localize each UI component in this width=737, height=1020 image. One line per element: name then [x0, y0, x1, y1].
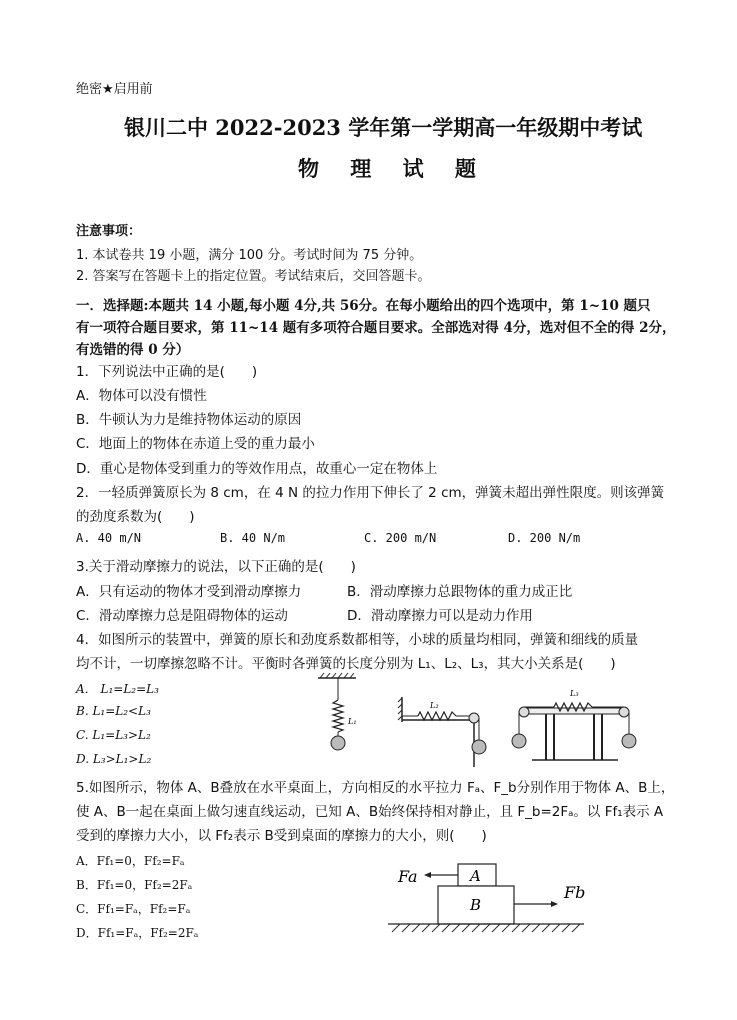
figure-1-hanging-spring [318, 673, 357, 750]
q3-stem: 3.关于滑动摩擦力的说法，以下正确的是( ) [76, 559, 356, 575]
q5-blocks-figure [388, 858, 598, 940]
section-heading-line-1: 一．选择题:本题共 14 小题,每小题 4分,共 56分。在每小题给出的四个选项中，第 1~10 题只 [76, 298, 651, 314]
q1-option-d: D．重心是物体受到重力的等效作用点，故重心一定在物体上 [76, 461, 438, 477]
q4-option-b: B. L₁=L₂<L₃ [76, 704, 151, 718]
q1-option-b: B．牛顿认为力是维持物体运动的原因 [76, 412, 302, 428]
label-fa: Fa [398, 867, 418, 886]
q4-option-d: D. L₃>L₁>L₂ [76, 752, 152, 766]
q2-option-a: A. 40 m/N [76, 531, 142, 545]
label-l3: L₃ [570, 689, 579, 698]
figure-3-double-pulley [512, 689, 636, 760]
secret-label: 绝密★启用前 [76, 82, 153, 97]
q3-option-c: C．滑动摩擦力总是阻碍物体的运动 [76, 608, 288, 624]
label-l2: L₂ [430, 701, 439, 710]
q4-stem-line-1: 4．如图所示的装置中，弹簧的原长和劲度系数都相等，小球的质量均相同，弹簧和细线的质量 [76, 632, 639, 648]
q4-option-c: C. L₁=L₃>L₂ [76, 728, 151, 742]
q5-option-d: D．Ff₁=Fₐ，Ff₂=2Fₐ [76, 926, 199, 940]
q5-option-c: C．Ff₁=Fₐ，Ff₂=Fₐ [76, 902, 191, 916]
q2-option-d: D. 200 N/m [508, 531, 581, 545]
q5-option-a: A．Ff₁=0，Ff₂=Fₐ [76, 854, 185, 868]
q4-option-a: A． L₁=L₂=L₃ [76, 682, 159, 696]
label-b: B [470, 896, 482, 914]
q2-stem-line-2: 的劲度系数为( ) [76, 509, 195, 525]
q2-option-b: B. 40 N/m [220, 531, 286, 545]
q5-stem-line-1: 5.如图所示，物体 A、B叠放在水平桌面上，方向相反的水平拉力 Fₐ、F_b分别作用于物体 A、B上， [76, 780, 675, 796]
exam-subtitle: 物 理 试 题 [298, 156, 488, 181]
q2-option-c: C. 200 m/N [364, 531, 437, 545]
section-heading-line-2: 有一项符合题目要求，第 11~14 题有多项符合题目要求。全部选对得 4分，选对但不全的得 2分， [76, 320, 676, 336]
label-fb: Fb [564, 883, 586, 902]
q2-stem-line-1: 2．一轻质弹簧原长为 8 cm，在 4 N 的拉力作用下伸长了 2 cm，弹簧未超出弹性限度。则该弹簧 [76, 485, 665, 501]
q4-spring-figure [306, 672, 646, 772]
figure-2-table-pulley [398, 697, 486, 767]
label-a: A [470, 867, 481, 885]
section-heading-line-3: 有选错的得 0 分） [76, 342, 190, 358]
notice-item-2: 2. 答案写在答题卡上的指定位置。考试结束后，交回答题卡。 [76, 269, 431, 284]
q1-option-a: A．物体可以没有惯性 [76, 388, 207, 404]
q3-option-d: D．滑动摩擦力可以是动力作用 [347, 608, 533, 624]
q5-stem-line-2: 使 A、B一起在桌面上做匀速直线运动，已知 A、B始终保持相对静止，且 F_b=2Fₐ。以 Ff₁表示 A [76, 804, 664, 820]
q4-stem-line-2: 均不计，一切摩擦忽略不计。平衡时各弹簧的长度分别为 L₁、L₂、L₃，其大小关系是( ) [76, 656, 616, 672]
exam-title: 银川二中 2022-2023 学年第一学期高一年级期中考试 [124, 115, 643, 140]
q3-option-a: A．只有运动的物体才受到滑动摩擦力 [76, 584, 302, 600]
q5-option-b: B．Ff₁=0，Ff₂=2Fₐ [76, 878, 193, 892]
q1-option-c: C．地面上的物体在赤道上受的重力最小 [76, 436, 315, 452]
notice-item-1: 1. 本试卷共 19 小题，满分 100 分。考试时间为 75 分钟。 [76, 248, 423, 263]
label-l1: L₁ [348, 717, 357, 726]
q5-stem-line-3: 受到的摩擦力大小，以 Ff₂表示 B受到桌面的摩擦力的大小，则( ) [76, 828, 487, 844]
q3-option-b: B．滑动摩擦力总跟物体的重力成正比 [347, 584, 573, 600]
q1-stem: 1．下列说法中正确的是( ) [76, 364, 258, 380]
notice-heading: 注意事项： [76, 224, 142, 239]
